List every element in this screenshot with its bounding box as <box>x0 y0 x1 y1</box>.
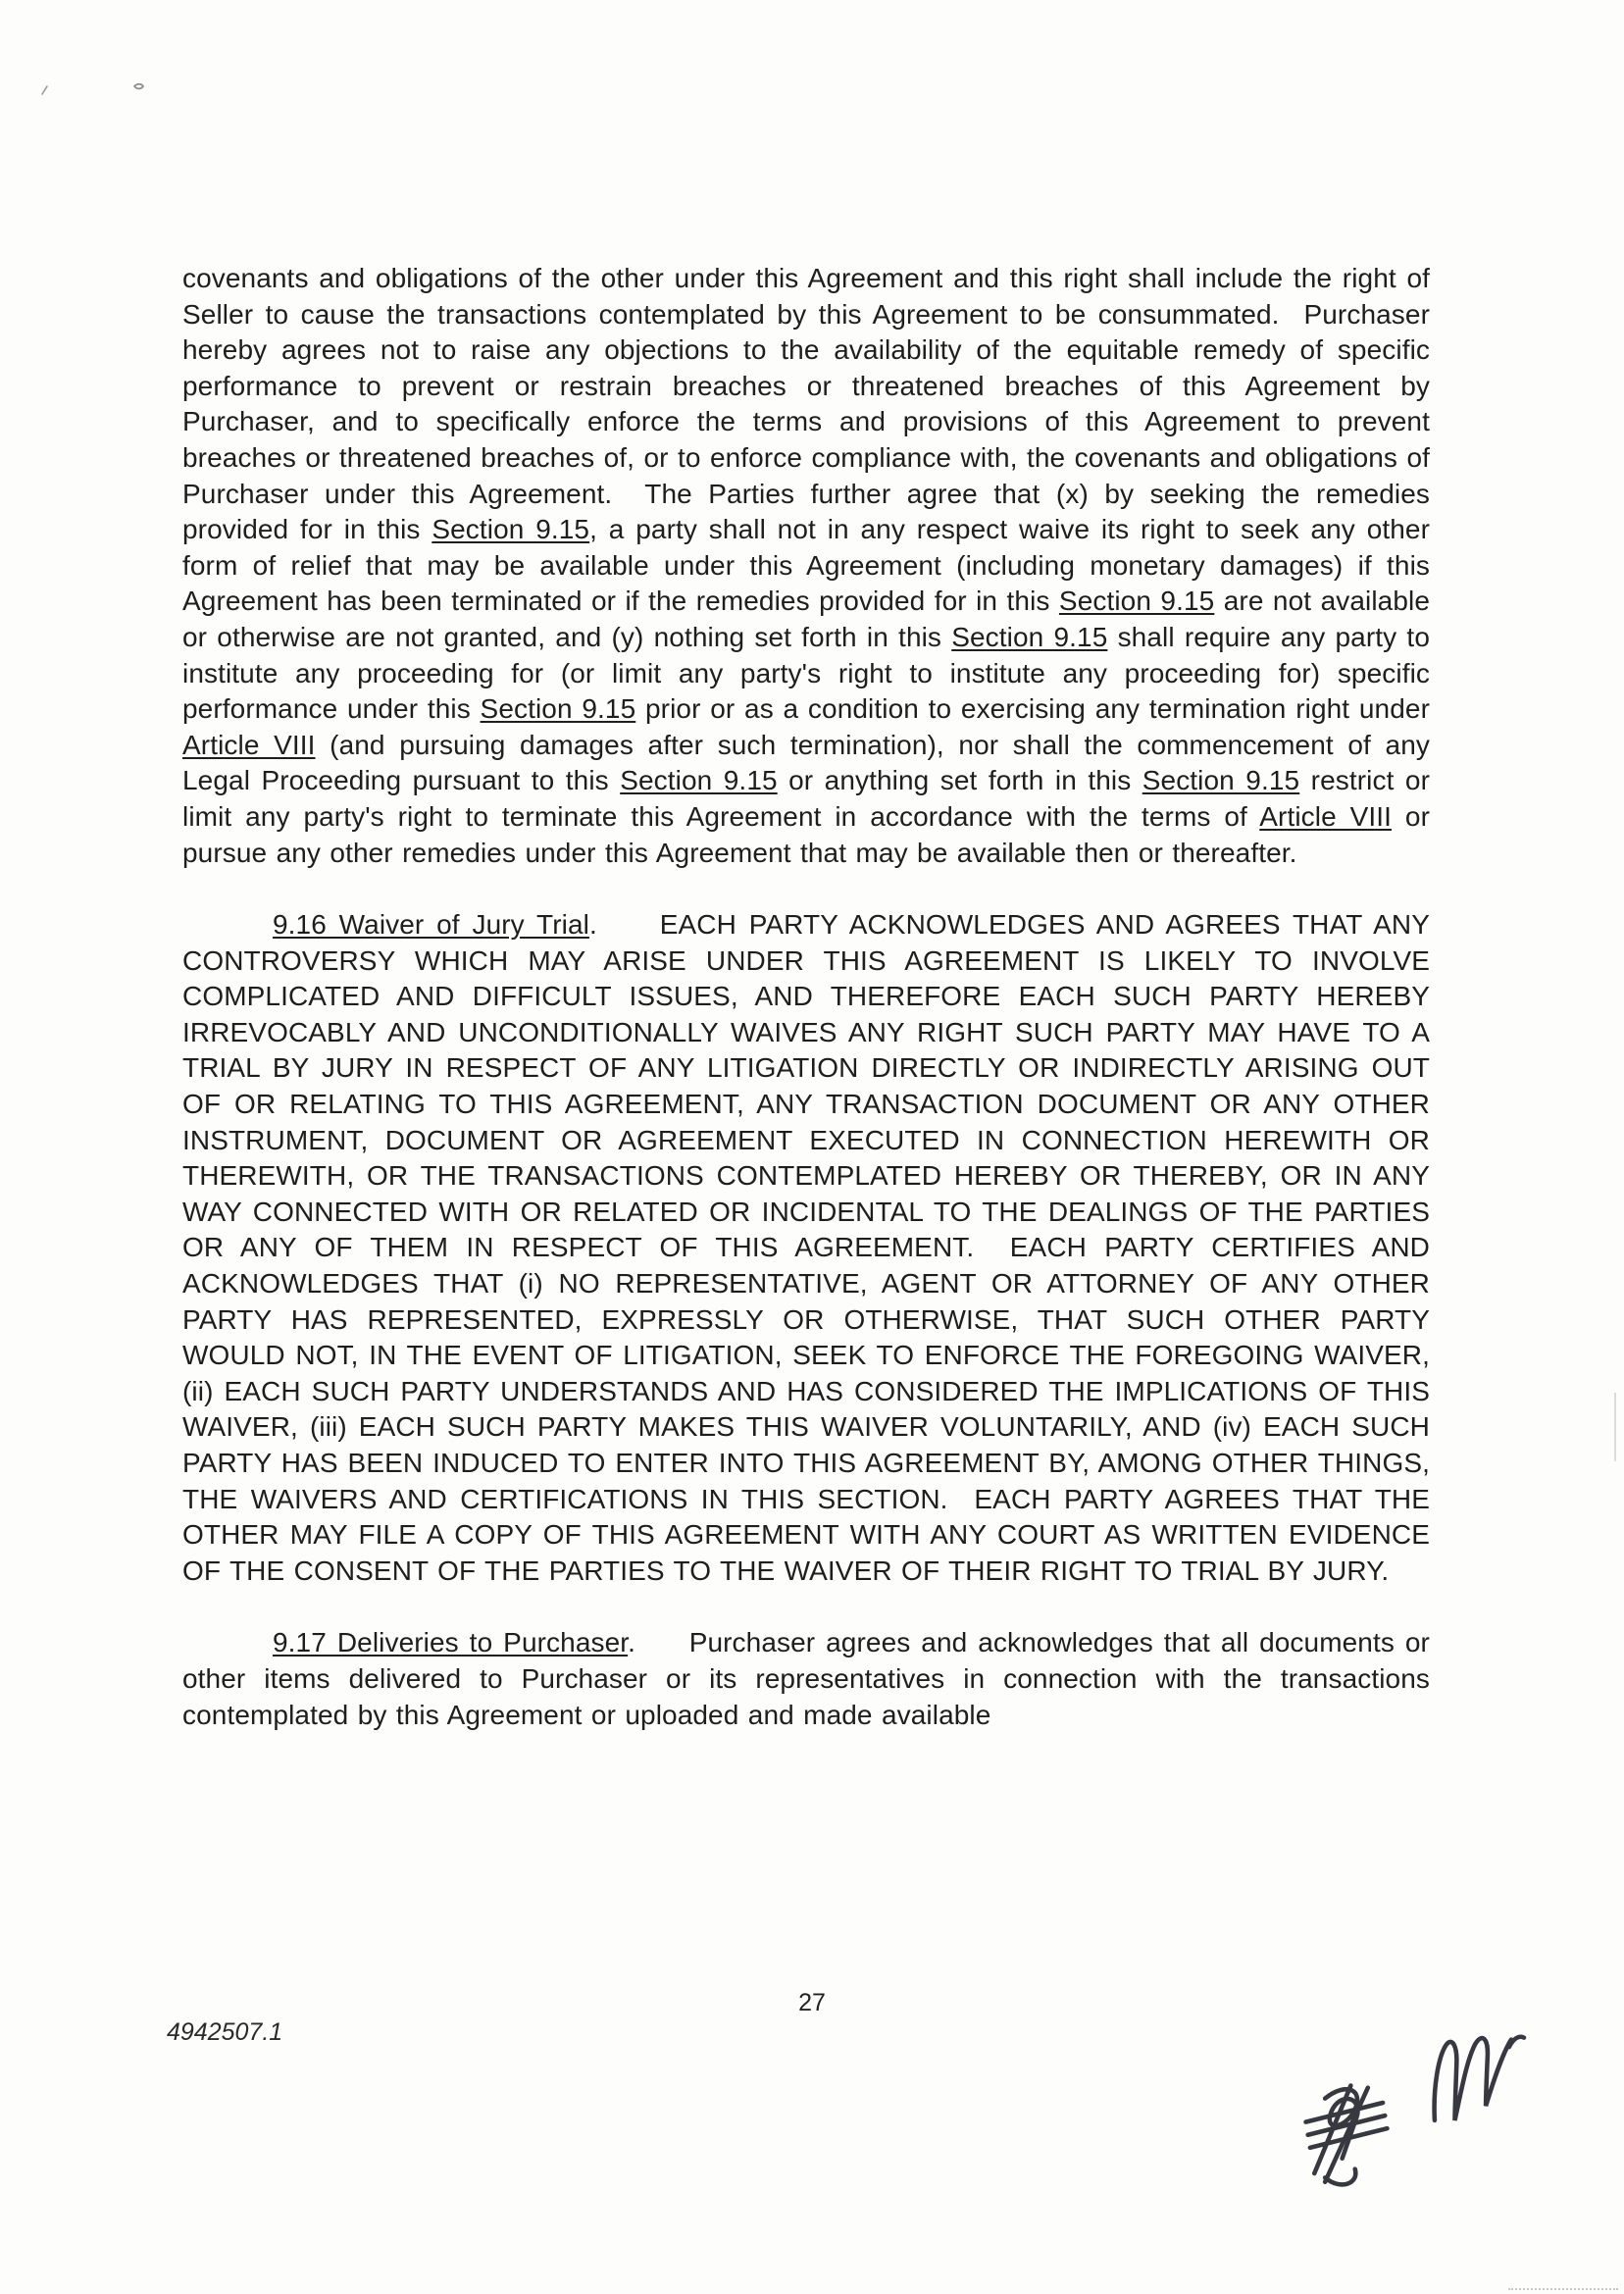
scan-speck <box>39 82 55 98</box>
text-run: EACH PARTY ACKNOWLEDGES AND AGREES THAT ANY CONTROVERSY WHICH MAY ARISE UNDER THIS AGREEMENT IS LIKELY TO INVOLVE COMPLICATED AND DIFFICULT ISSUES, AND THEREFORE EACH SUCH PARTY HEREBY IRREVOCABLY AND UNCONDITIONALLY WAIVES ANY RIGHT SUCH PARTY MAY HAVE TO A TRIAL BY JURY IN RESPECT OF ANY LITIGATION DIRECTLY OR INDIRECTLY ARISING OUT OF OR RELATING TO THIS AGREEMENT, ANY TRANSACTION DOCUMENT OR ANY OTHER INSTRUMENT, DOCUMENT OR AGREEMENT EXECUTED IN CONNECTION HEREWITH OR THEREWITH, OR THE TRANSACTIONS CONTEMPLATED HEREBY OR THEREBY, OR IN ANY WAY CONNECTED WITH OR RELATED OR INCIDENTAL TO THE DEALINGS OF THE PARTIES OR ANY OF THEM IN RESPECT OF THIS AGREEMENT. EACH PARTY CERTIFIES AND ACKNOWLEDGES THAT (i) NO REPRESENTATIVE, AGENT OR ATTORNEY OF ANY OTHER PARTY HAS REPRESENTED, EXPRESSLY OR OTHERWISE, THAT SUCH OTHER PARTY WOULD NOT, IN THE EVENT OF LITIGATION, SEEK TO ENFORCE THE FOREGOING WAIVER, (ii) EACH SUCH PARTY UNDERSTANDS AND HAS CONSIDERED THE IMPLICATIONS OF THIS WAIVER, (iii) EACH SUCH PARTY MAKES THIS WAIVER VOLUNTARILY, AND (iv) EACH SUCH PARTY HAS BEEN INDUCED TO ENTER INTO THIS AGREEMENT BY, AMONG OTHER THINGS, THE WAIVERS AND CERTIFICATIONS IN THIS SECTION. EACH PARTY AGREES THAT THE OTHER MAY FILE A COPY OF THIS AGREEMENT WITH ANY COURT AS WRITTEN EVIDENCE OF THE CONSENT OF THE PARTIES TO THE WAIVER OF THEIR RIGHT TO TRIAL BY JURY. <box>182 909 1430 1586</box>
underlined-reference: Article VIII <box>1259 800 1393 832</box>
underlined-reference: Article VIII <box>182 729 316 760</box>
page-number: 27 <box>798 1989 826 2016</box>
text-run: shall require any party to institute any proceeding for (or limit any party's right to institute any proceeding for) specific performance under this <box>182 621 1430 725</box>
text-run: restrict or limit any party's right to terminate this Agreement in accordance with the terms of <box>182 765 1431 832</box>
scan-edge-artifact <box>1614 1393 1616 1461</box>
underlined-reference: Section 9.15 <box>951 621 1108 652</box>
underlined-reference: Section 9.15 <box>1142 765 1300 796</box>
text-run: . <box>628 1627 689 1658</box>
text-run: , a party shall not in any respect waive its right to seek any other form of relief that may be available under this Agreement (including monetary damages) if this Agreement has been terminated or if the remedies provided for in this <box>182 514 1431 617</box>
text-run: or anything set forth in this <box>777 765 1142 796</box>
continuation-paragraph <box>182 261 1430 871</box>
document-number: 4942507.1 <box>167 2018 283 2046</box>
text-run: or pursue any other remedies under this Agreement that may be available then or thereafter. <box>182 800 1430 868</box>
section-9-16-paragraph <box>182 907 1430 1589</box>
text-run: are not available or otherwise are not granted, and (y) nothing set forth in this <box>182 586 1430 652</box>
underlined-reference: Section 9.15 <box>480 693 636 725</box>
underlined-reference: Section 9.15 <box>620 765 778 796</box>
section-heading: 9.17 Deliveries to Purchaser <box>273 1627 629 1658</box>
section-9-17-paragraph <box>182 1625 1430 1733</box>
underlined-reference: Section 9.15 <box>1058 586 1215 617</box>
document-body <box>182 261 1430 1769</box>
text-run: covenants and obligations of the other under this Agreement and this right shall include the right of Seller to cause the transactions contemplated by this Agreement to be consummated. Purchaser hereby agrees not to raise any objections to the availability of the equitable remedy of specific performance to prevent or restrain breaches or threatened breaches of this Agreement by Purchaser, and to specifically enforce the terms and provisions of this Agreement to prevent breaches or threatened breaches of, or to enforce compliance with, the covenants and obligations of Purchaser under this Agreement. The Parties further agree that (x) by seeking the remedies provided for in this <box>182 263 1430 545</box>
text-run: (and pursuing damages after such termination), nor shall the commencement of any Legal Proceeding pursuant to this <box>182 729 1430 796</box>
underlined-reference: Section 9.15 <box>431 514 590 545</box>
handwritten-scribble <box>1293 2079 1400 2197</box>
scan-speck <box>131 80 147 96</box>
scan-corner-dots <box>1508 2288 1618 2290</box>
handwritten-initials <box>1396 2006 1551 2148</box>
text-run: prior or as a condition to exercising any termination right under <box>635 693 1430 725</box>
section-heading: 9.16 Waiver of Jury Trial <box>273 909 589 941</box>
text-run: Purchaser agrees and acknowledges that all documents or other items delivered to Purchaser or its representatives in connection with the transactions contemplated by this Agreement or uploaded and made available <box>182 1627 1430 1730</box>
text-run: . <box>588 909 660 941</box>
